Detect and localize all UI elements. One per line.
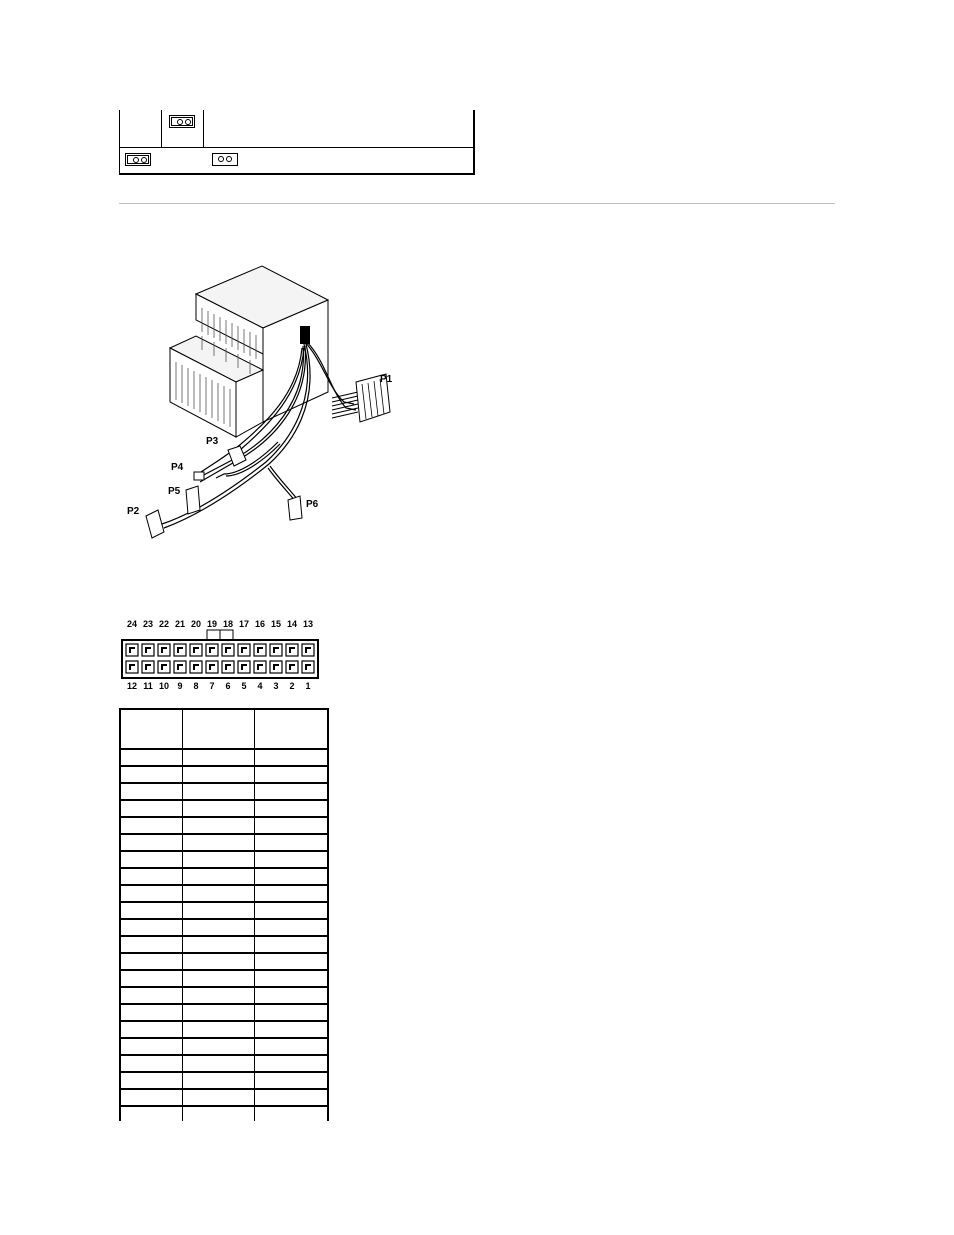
table-cell xyxy=(183,953,255,970)
table-cell xyxy=(255,766,329,783)
table-cell xyxy=(183,834,255,851)
table-cell xyxy=(183,1072,255,1089)
table-cell xyxy=(120,868,183,885)
connector-pin-bottom xyxy=(222,661,234,673)
table-row xyxy=(120,851,328,868)
table-cell xyxy=(183,783,255,800)
pin-number-top: 24 xyxy=(126,619,138,629)
label-p6: P6 xyxy=(306,499,319,510)
table-cell xyxy=(120,851,183,868)
table-cell xyxy=(255,1021,329,1038)
table-row xyxy=(120,1004,328,1021)
connector-pin-bottom xyxy=(254,661,266,673)
table-cell xyxy=(183,1038,255,1055)
connector-pin-bottom xyxy=(142,661,154,673)
pin-number-bottom: 3 xyxy=(273,681,279,691)
table-cell xyxy=(255,1089,329,1106)
table-cell xyxy=(120,1055,183,1072)
connector-pin-top xyxy=(286,644,298,656)
section-divider xyxy=(119,203,835,204)
connector-pin-top xyxy=(302,644,314,656)
table-row xyxy=(120,817,328,834)
table-row xyxy=(120,1072,328,1089)
pin-number-bottom: 4 xyxy=(257,681,263,691)
table-cell xyxy=(120,1038,183,1055)
pin-number-bottom: 7 xyxy=(209,681,215,691)
label-p4: P4 xyxy=(171,462,184,473)
table-cell xyxy=(183,766,255,783)
connector-pin-bottom xyxy=(206,661,218,673)
table-header-cell xyxy=(183,709,255,749)
connector-pin-top xyxy=(222,644,234,656)
table-cell xyxy=(183,851,255,868)
connector-pin-top xyxy=(270,644,282,656)
table-header-cell xyxy=(255,709,329,749)
table-cell xyxy=(120,1089,183,1106)
connector-pin-bottom xyxy=(302,661,314,673)
pin-number-top: 16 xyxy=(254,619,266,629)
table-cell xyxy=(255,1072,329,1089)
table-cell xyxy=(120,1072,183,1089)
jumper-shunted-icon xyxy=(169,115,195,128)
table-cell xyxy=(255,1004,329,1021)
jumper-table xyxy=(119,110,474,175)
table-cell xyxy=(255,953,329,970)
table-row xyxy=(120,902,328,919)
table-cell xyxy=(120,817,183,834)
pin-number-top: 23 xyxy=(142,619,154,629)
connector-pin-bottom xyxy=(158,661,170,673)
table-cell xyxy=(120,970,183,987)
connector-pin-bottom xyxy=(238,661,250,673)
table-cell xyxy=(120,834,183,851)
table-row xyxy=(120,1055,328,1072)
jumper-table-row-divider xyxy=(119,147,474,148)
table-cell xyxy=(183,885,255,902)
table-cell xyxy=(255,783,329,800)
table-cell xyxy=(183,749,255,766)
connector-pin-top xyxy=(238,644,250,656)
table-cell xyxy=(183,800,255,817)
table-cell xyxy=(255,851,329,868)
pin-number-top: 22 xyxy=(158,619,170,629)
pin-number-top: 19 xyxy=(206,619,218,629)
table-cell xyxy=(120,1004,183,1021)
table-cell xyxy=(120,919,183,936)
pin-assignment-table xyxy=(119,708,329,1121)
table-cell xyxy=(255,970,329,987)
table-cell xyxy=(120,1021,183,1038)
connector-pin-bottom xyxy=(270,661,282,673)
pin-number-bottom: 2 xyxy=(289,681,295,691)
table-cell xyxy=(183,1021,255,1038)
pin-number-top: 20 xyxy=(190,619,202,629)
table-row xyxy=(120,987,328,1004)
table-row xyxy=(120,800,328,817)
power-supply-illustration xyxy=(118,262,408,547)
table-cell xyxy=(183,817,255,834)
table-row xyxy=(120,1038,328,1055)
table-row xyxy=(120,1106,328,1121)
pin-number-bottom: 9 xyxy=(177,681,183,691)
connector-24-pin-diagram xyxy=(118,616,330,694)
table-cell xyxy=(255,936,329,953)
table-row xyxy=(120,834,328,851)
label-p1: P1 xyxy=(380,374,393,385)
label-p2: P2 xyxy=(127,506,140,517)
pin-number-top: 13 xyxy=(302,619,314,629)
table-row xyxy=(120,1021,328,1038)
table-cell xyxy=(183,1089,255,1106)
pin-number-bottom: 11 xyxy=(143,681,153,691)
pin-number-top: 15 xyxy=(270,619,282,629)
connector-pin-bottom xyxy=(286,661,298,673)
table-cell xyxy=(255,1055,329,1072)
table-cell xyxy=(255,987,329,1004)
table-header-row xyxy=(120,709,328,749)
table-cell xyxy=(120,936,183,953)
label-p3: P3 xyxy=(206,436,219,447)
table-row xyxy=(120,970,328,987)
table-cell xyxy=(183,987,255,1004)
table-cell xyxy=(255,868,329,885)
connector-pin-bottom xyxy=(174,661,186,673)
table-row xyxy=(120,885,328,902)
jumper-table-divider xyxy=(161,110,162,147)
pin-number-top: 17 xyxy=(238,619,250,629)
table-cell xyxy=(120,800,183,817)
table-cell xyxy=(255,834,329,851)
table-cell xyxy=(183,1106,255,1121)
table-cell xyxy=(255,800,329,817)
connector-pin-bottom xyxy=(190,661,202,673)
table-cell xyxy=(120,1106,183,1121)
table-row xyxy=(120,919,328,936)
table-cell xyxy=(255,902,329,919)
pin-number-bottom: 6 xyxy=(225,681,231,691)
table-cell xyxy=(183,868,255,885)
connector-pin-top xyxy=(174,644,186,656)
table-cell xyxy=(255,1038,329,1055)
connector-pin-top xyxy=(142,644,154,656)
pin-number-bottom: 5 xyxy=(241,681,247,691)
jumper-table-divider xyxy=(203,110,204,147)
table-row xyxy=(120,749,328,766)
pin-number-top: 14 xyxy=(286,619,298,629)
table-row xyxy=(120,936,328,953)
table-cell xyxy=(255,817,329,834)
table-cell xyxy=(120,766,183,783)
connector-pin-top xyxy=(254,644,266,656)
table-row xyxy=(120,953,328,970)
jumper-open-icon xyxy=(212,153,238,166)
pin-number-bottom: 10 xyxy=(158,681,170,691)
table-cell xyxy=(183,919,255,936)
table-cell xyxy=(255,1106,329,1121)
table-row xyxy=(120,868,328,885)
pin-number-bottom: 12 xyxy=(126,681,138,691)
table-cell xyxy=(120,749,183,766)
table-cell xyxy=(183,936,255,953)
table-cell xyxy=(120,885,183,902)
table-row xyxy=(120,783,328,800)
table-cell xyxy=(255,919,329,936)
table-header-cell xyxy=(120,709,183,749)
connector-pin-top xyxy=(158,644,170,656)
connector-pin-bottom xyxy=(126,661,138,673)
pin-number-top: 18 xyxy=(222,619,234,629)
pin-number-top: 21 xyxy=(174,619,186,629)
connector-pin-top xyxy=(126,644,138,656)
pin-number-bottom: 8 xyxy=(193,681,199,691)
label-p5: P5 xyxy=(168,486,181,497)
table-cell xyxy=(120,953,183,970)
table-row xyxy=(120,1089,328,1106)
table-cell xyxy=(255,749,329,766)
table-cell xyxy=(255,885,329,902)
connector-pin-top xyxy=(206,644,218,656)
connector-pin-top xyxy=(190,644,202,656)
jumper-shunted-icon xyxy=(125,153,151,166)
table-cell xyxy=(120,783,183,800)
table-cell xyxy=(183,1004,255,1021)
table-cell xyxy=(183,902,255,919)
pin-number-bottom: 1 xyxy=(305,681,311,691)
table-cell xyxy=(120,987,183,1004)
table-cell xyxy=(183,1055,255,1072)
table-cell xyxy=(120,902,183,919)
table-cell xyxy=(183,970,255,987)
table-row xyxy=(120,766,328,783)
